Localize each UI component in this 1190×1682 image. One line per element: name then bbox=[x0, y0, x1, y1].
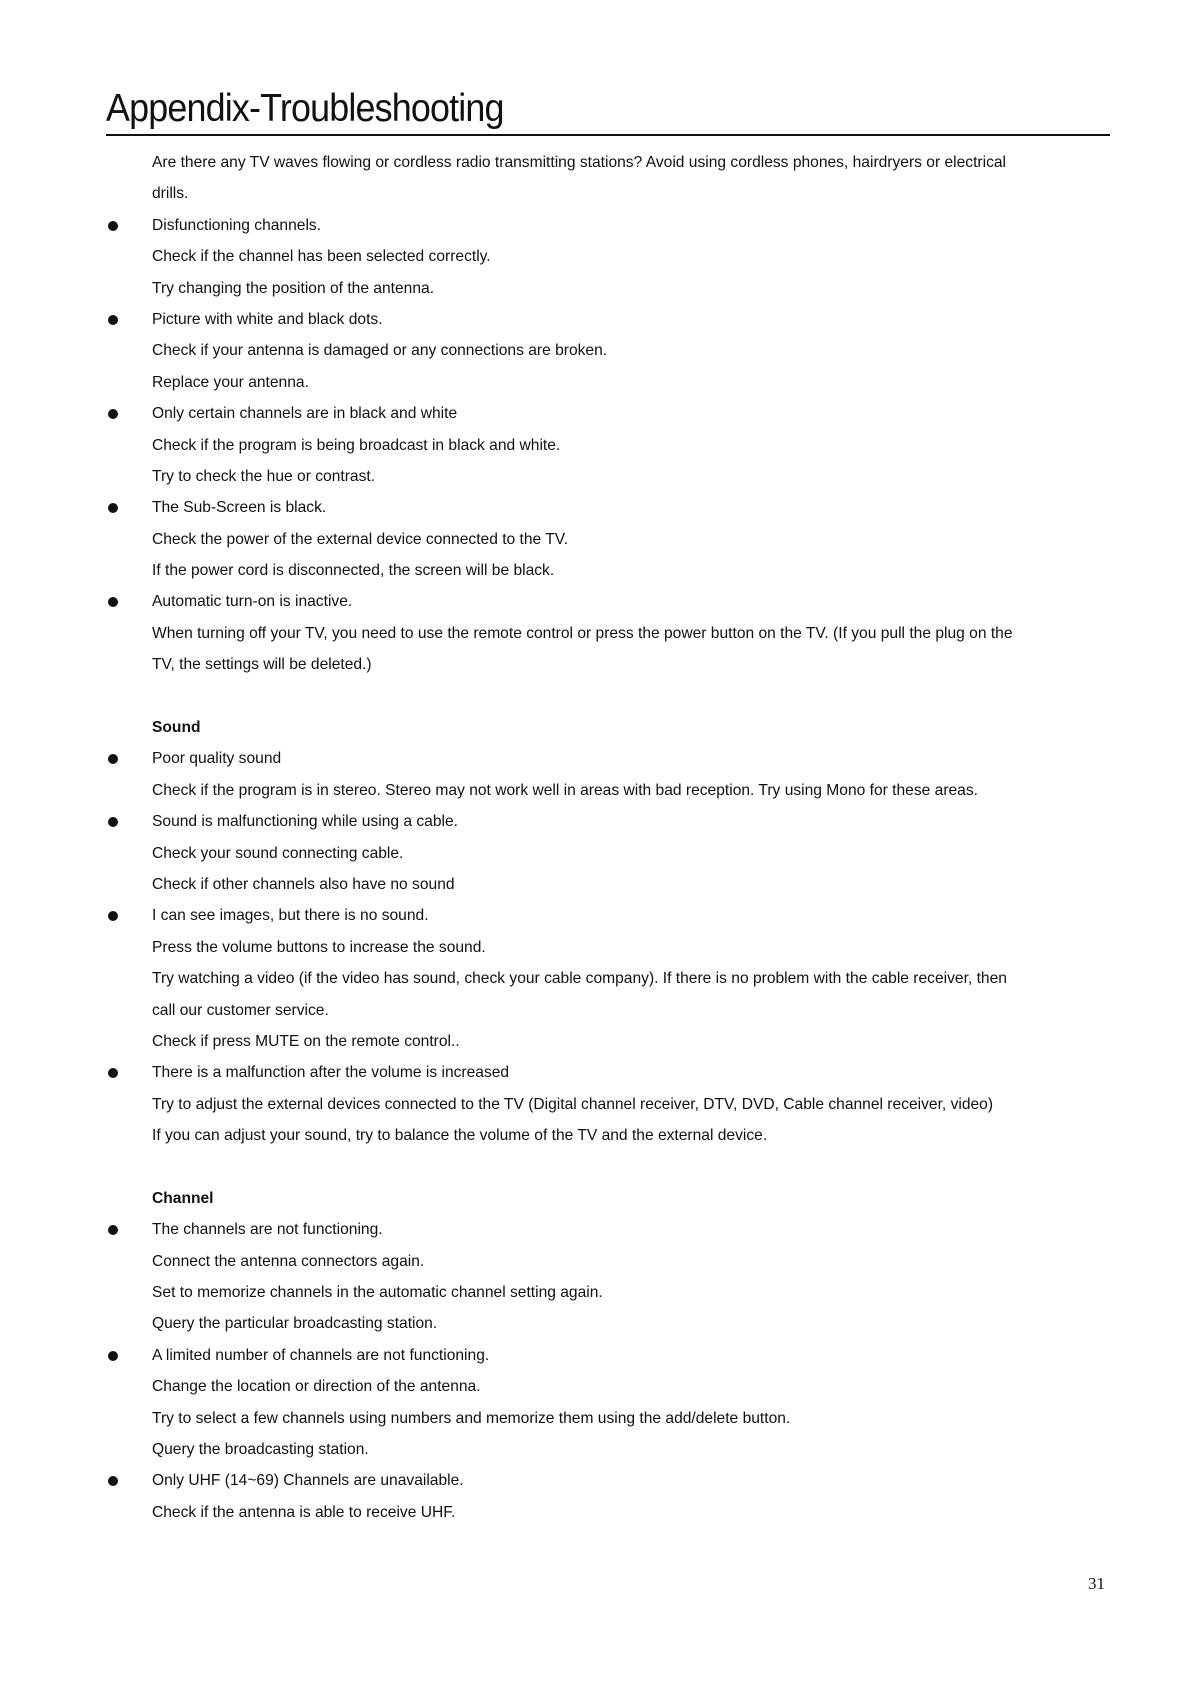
bullet-item bbox=[0, 806, 1190, 837]
line-text: drills. bbox=[152, 185, 189, 203]
line-text: Replace your antenna. bbox=[152, 373, 309, 391]
bullet-dot-icon bbox=[108, 597, 118, 607]
section-spacer bbox=[0, 1152, 1190, 1183]
line-text: Check if the antenna is able to receive UHF. bbox=[152, 1503, 456, 1521]
line-text: Are there any TV waves flowing or cordless radio transmitting stations? Avoid using cordless phones, hairdryers or electrical bbox=[152, 154, 1007, 171]
bullet-dot-icon bbox=[108, 1225, 118, 1235]
body-line bbox=[0, 1026, 1190, 1057]
line-text: If the power cord is disconnected, the screen will be black. bbox=[152, 562, 555, 580]
bullet-item bbox=[0, 492, 1190, 523]
section-heading-text: Sound bbox=[152, 719, 201, 737]
line-text: Connect the antenna connectors again. bbox=[152, 1252, 425, 1270]
body-line bbox=[0, 367, 1190, 398]
body-line bbox=[0, 1434, 1190, 1465]
line-text: If you can adjust your sound, try to balance the volume of the TV and the external device. bbox=[152, 1127, 768, 1145]
bullet-dot-icon bbox=[108, 1351, 118, 1361]
body-line bbox=[0, 524, 1190, 555]
line-text: Try to adjust the external devices connected to the TV (Digital channel receiver, DTV, DVD, Cable channel receiver, video) bbox=[152, 1095, 994, 1113]
line-text: Automatic turn-on is inactive. bbox=[152, 593, 353, 611]
body-line bbox=[0, 241, 1190, 272]
bullet-dot-icon bbox=[108, 503, 118, 513]
troubleshooting-content bbox=[0, 147, 1190, 1528]
line-text: call our customer service. bbox=[152, 1001, 329, 1019]
line-text: The Sub-Screen is black. bbox=[152, 499, 327, 517]
body-line bbox=[0, 963, 1190, 994]
body-line bbox=[0, 461, 1190, 492]
body-line bbox=[0, 335, 1190, 366]
bullet-dot-icon bbox=[108, 315, 118, 325]
bullet-dot-icon bbox=[108, 911, 118, 921]
bullet-item bbox=[0, 1340, 1190, 1371]
bullet-dot-icon bbox=[108, 1068, 118, 1078]
line-text: I can see images, but there is no sound. bbox=[152, 907, 429, 925]
line-text: There is a malfunction after the volume is increased bbox=[152, 1064, 510, 1082]
body-line bbox=[0, 1403, 1190, 1434]
body-line bbox=[0, 649, 1190, 680]
body-line bbox=[0, 273, 1190, 304]
line-text: Query the broadcasting station. bbox=[152, 1441, 369, 1459]
page-title: Appendix-Troubleshooting bbox=[106, 87, 504, 130]
line-text: Check the power of the external device connected to the TV. bbox=[152, 530, 569, 548]
line-text: Try to check the hue or contrast. bbox=[152, 467, 376, 485]
line-text: Check if the program is in stereo. Stereo may not work well in areas with bad reception. Try using Mono for these areas. bbox=[152, 781, 978, 799]
bullet-item bbox=[0, 1465, 1190, 1496]
line-text: Check if other channels also have no sound bbox=[152, 875, 455, 893]
line-text: Check if press MUTE on the remote control.. bbox=[152, 1032, 460, 1050]
body-line bbox=[0, 618, 1190, 649]
bullet-item bbox=[0, 900, 1190, 931]
line-text: Check if the program is being broadcast in black and white. bbox=[152, 436, 561, 454]
section-heading bbox=[0, 712, 1190, 743]
line-text: Try watching a video (if the video has sound, check your cable company). If there is no problem with the cable receiver, then bbox=[152, 970, 1007, 988]
body-line bbox=[0, 869, 1190, 900]
line-text: Set to memorize channels in the automatic channel setting again. bbox=[152, 1284, 603, 1302]
bullet-dot-icon bbox=[108, 817, 118, 827]
body-line bbox=[0, 838, 1190, 869]
body-line bbox=[0, 178, 1190, 209]
body-line bbox=[0, 1308, 1190, 1339]
line-text: Poor quality sound bbox=[152, 750, 282, 768]
line-text: The channels are not functioning. bbox=[152, 1221, 383, 1239]
line-text: When turning off your TV, you need to use the remote control or press the power button on the TV. (If you pull the plug on the bbox=[152, 624, 1013, 642]
bullet-item bbox=[0, 586, 1190, 617]
section-spacer bbox=[0, 681, 1190, 712]
line-text: Check your sound connecting cable. bbox=[152, 844, 404, 862]
body-line bbox=[0, 932, 1190, 963]
line-text: A limited number of channels are not functioning. bbox=[152, 1346, 490, 1364]
bullet-dot-icon bbox=[108, 409, 118, 419]
body-line bbox=[0, 1120, 1190, 1151]
line-text: Disfunctioning channels. bbox=[152, 216, 322, 234]
line-text: Try changing the position of the antenna. bbox=[152, 279, 435, 297]
bullet-item bbox=[0, 1214, 1190, 1245]
page-number: 31 bbox=[1088, 1574, 1105, 1593]
body-line bbox=[0, 1246, 1190, 1277]
line-text: Picture with white and black dots. bbox=[152, 310, 383, 328]
section-heading-text: Channel bbox=[152, 1189, 214, 1207]
body-line bbox=[0, 1277, 1190, 1308]
bullet-dot-icon bbox=[108, 221, 118, 231]
bullet-dot-icon bbox=[108, 754, 118, 764]
line-text: TV, the settings will be deleted.) bbox=[152, 656, 372, 674]
line-text: Only certain channels are in black and white bbox=[152, 405, 458, 423]
line-text: Sound is malfunctioning while using a cable. bbox=[152, 813, 458, 831]
title-divider bbox=[106, 134, 1110, 136]
body-line bbox=[0, 430, 1190, 461]
body-line bbox=[0, 147, 1190, 178]
bullet-item bbox=[0, 304, 1190, 335]
line-text: Check if the channel has been selected correctly. bbox=[152, 248, 491, 266]
body-line bbox=[0, 1497, 1190, 1528]
bullet-item bbox=[0, 398, 1190, 429]
line-text: Press the volume buttons to increase the sound. bbox=[152, 938, 486, 956]
bullet-item bbox=[0, 743, 1190, 774]
line-text: Change the location or direction of the antenna. bbox=[152, 1378, 481, 1396]
line-text: Check if your antenna is damaged or any connections are broken. bbox=[152, 342, 608, 360]
section-heading bbox=[0, 1183, 1190, 1214]
body-line bbox=[0, 775, 1190, 806]
line-text: Try to select a few channels using numbers and memorize them using the add/delete button. bbox=[152, 1409, 791, 1427]
body-line bbox=[0, 1371, 1190, 1402]
line-text: Query the particular broadcasting station. bbox=[152, 1315, 438, 1333]
bullet-item bbox=[0, 210, 1190, 241]
body-line bbox=[0, 1089, 1190, 1120]
line-text: Only UHF (14~69) Channels are unavailable. bbox=[152, 1472, 464, 1490]
body-line bbox=[0, 995, 1190, 1026]
bullet-item bbox=[0, 1057, 1190, 1088]
body-line bbox=[0, 555, 1190, 586]
bullet-dot-icon bbox=[108, 1476, 118, 1486]
